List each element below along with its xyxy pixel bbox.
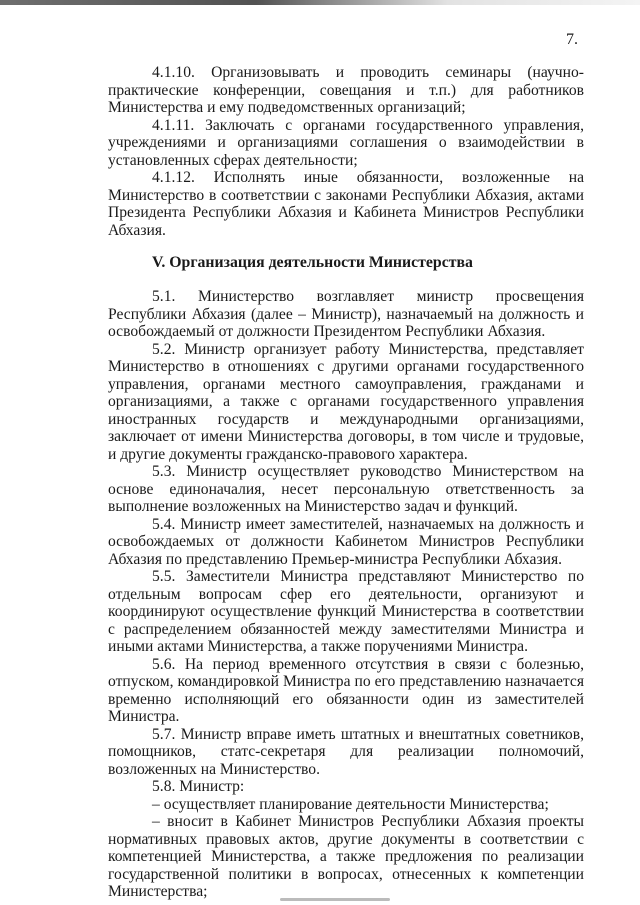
minister-duty-item: – вносит в Кабинет Министров Республики Абхазия проекты нормативных правовых актов, другие документы в соответствии с компетенцией Министерства, а также предложения по реализации государственной политики в вопросах, отнесенных к компетенции Министерства; [108, 813, 584, 900]
scan-edge-shadow [0, 0, 640, 5]
clause-5-8: 5.8. Министр: [152, 778, 245, 795]
clause-5-4: 5.4. Министр имеет заместителей, назначаемых на должность и освобождаемых от должности Кабинетом Министров Республики Абхазия по представлению Премьер-министра Республики Абхазия. [108, 515, 584, 568]
scan-edge-mark [280, 898, 390, 901]
clause-5-3: 5.3. Министр осуществляет руководство Министерством на основе единоначалия, несет персональную ответственность за выполнение возложенных на Министерство задач и функций. [108, 463, 584, 515]
clause-5-7: 5.7. Министр вправе иметь штатных и внештатных советников, помощников, статс-секретаря для реализации полномочий, возложенных на Министерство. [108, 725, 584, 778]
clause-4-1-11: 4.1.11. Заключать с органами государственного управления, учреждениями и организациями соглашения о взаимодействии в установленных сферах деятельности; [108, 116, 584, 169]
clause-5-5: 5.5. Заместители Министра представляют Министерство по отдельным вопросам сфер его деятельности, организуют и координируют осуществление функций Министерства в соответствии с распределением обязанностей между заместителями Министра и иными актами Министерства, а также поручениями Министра. [108, 568, 584, 655]
clause-5-2: 5.2. Министр организует работу Министерства, представляет Министерство в отношениях с другими органами государственного управления, органами местного самоуправления, гражданами и организациями, а также с органами государственного управления иностранных государств и международными организациями, заключает от имени Министерства договоры, в том числе и трудовые, и другие документы гражданско-правового характера. [108, 340, 584, 463]
section-heading: V. Организация деятельности Министерства [152, 254, 473, 271]
clause-5-1: 5.1. Министерство возглавляет министр просвещения Республики Абхазия (далее – Министр), назначаемый на должность и освобождаемый от должности Президентом Республики Абхазия. [108, 288, 584, 340]
clause-5-6: 5.6. На период временного отсутствия в связи с болезнью, отпуском, командировкой Министра по его представлению назначается временно исполняющий его обязанности один из заместителей Министра. [108, 655, 584, 725]
clause-4-1-12: 4.1.12. Исполнять иные обязанности, возложенные на Министерство в соответствии с законами Республики Абхазия, актами Президента Республики Абхазия и Кабинета Министров Республики Абхазия. [108, 169, 584, 239]
clause-4-1-10: 4.1.10. Организовывать и проводить семинары (научно-практические конференции, совещания и т.п.) для работников Министерства и ему подведомственных организаций; [108, 64, 584, 116]
minister-duty-item: – осуществляет планирование деятельности Министерства; [152, 795, 549, 813]
page-number: 7. [566, 31, 578, 48]
document-body [108, 64, 584, 901]
